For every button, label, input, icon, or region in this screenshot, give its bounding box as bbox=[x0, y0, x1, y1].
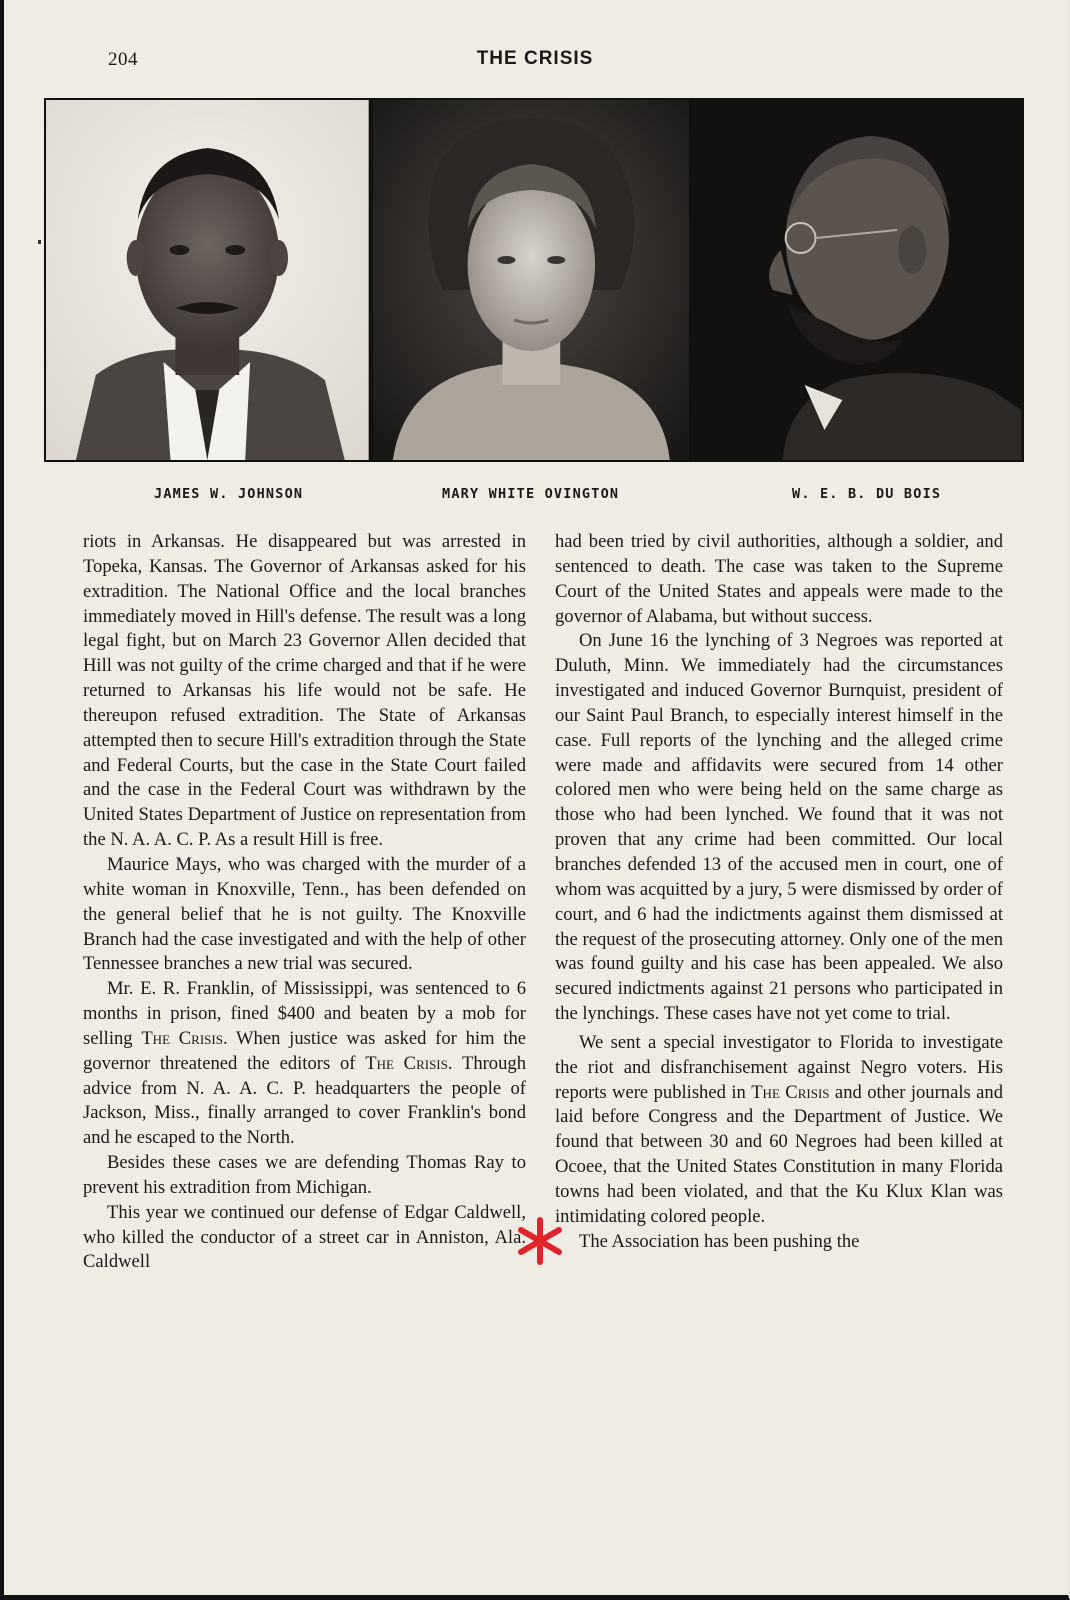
page-number: 204 bbox=[108, 49, 138, 70]
paragraph-caldwell-case: This year we continued our defense of Edgar Caldwell, who killed the conductor of a street car in Anniston, Ala. Caldwell bbox=[83, 1201, 526, 1273]
paragraph-florida-investigation bbox=[555, 1031, 1003, 1230]
caption-du-bois: W. E. B. DU BOIS bbox=[792, 486, 942, 502]
caption-johnson: JAMES W. JOHNSON bbox=[154, 486, 304, 502]
left-column bbox=[83, 530, 526, 1275]
florida-text-b: and other journals and laid before Congress and the Department of Justice. We found that between 30 and 60 Negroes had been killed at Ocoee, that the United States Constitution in many Florida towns had been violated, and that the Ku Klux Klan was intimidating colored people. bbox=[555, 1081, 1003, 1227]
portrait-ovington bbox=[373, 100, 694, 460]
paragraph-ray-case: Besides these cases we are defending Thomas Ray to prevent his extradition from Michigan. bbox=[83, 1152, 526, 1198]
franklin-text-a: Mr. E. R. Franklin, of Mississippi, was sentenced to 6 months in prison, fined $400 and beaten by a mob for selling bbox=[83, 978, 526, 1049]
portrait-du-bois bbox=[693, 100, 1022, 460]
crisis-title-ref: The Crisis bbox=[365, 1052, 448, 1074]
crisis-title-ref: The Crisis bbox=[141, 1027, 223, 1049]
portrait-johnson-image bbox=[46, 100, 369, 460]
paragraph-duluth-lynching: On June 16 the lynching of 3 Negroes was reported at Duluth, Minn. We immediately had the circumstances investigated and induced Governor Burnquist, president of our Saint Paul Branch, to especially interest himself in the case. Full reports of the lynching and the alleged crime were made and affidavits were secured from 14 other colored men who were being held on the same charge as those who had been lynched. We found that it was not proven that any crime had been committed. Our local branches defended 13 of the accused men in court, one of whom was acquitted by a jury, 5 were dismissed by order of court, and 6 had the indictments against them dismissed at the request of the prosecuting attorney. Only one of the men was found guilty and his case has been appealed. We also secured indictments against 21 persons who participated in the lynchings. These cases have not yet come to trial. bbox=[555, 630, 1003, 1025]
paragraph-mays-case: Maurice Mays, who was charged with the murder of a white woman in Knoxville, Tenn., has been defended on the general belief that he is not guilty. The Knoxville Branch had the case investigated and with the help of other Tennessee branches a new trial was secured. bbox=[83, 853, 526, 975]
portrait-johnson bbox=[46, 100, 373, 460]
article-body bbox=[83, 530, 1007, 1530]
right-column bbox=[555, 530, 1003, 1254]
caption-ovington: MARY WHITE OVINGTON bbox=[442, 486, 620, 502]
running-head: THE CRISIS bbox=[476, 48, 594, 69]
red-asterisk-marker-icon[interactable] bbox=[515, 1216, 565, 1266]
franklin-text-c: . Through advice from N. A. A. C. P. headquarters the people of Jackson, Miss., finally arranged to cover Franklin's bond and he escaped to the North. bbox=[83, 1052, 526, 1149]
portrait-strip bbox=[44, 98, 1024, 462]
paragraph-hill-case: riots in Arkansas. He disappeared but was arrested in Topeka, Kansas. The Governor of Arkansas asked for his extradition. The National Office and the local branches immediately moved in Hill's defense. The result was a long legal fight, but on March 23 Governor Allen decided that Hill was not guilty of the crime charged and that if he were returned to Arkansas his life would not be safe. He thereupon refused extradition. The State of Arkansas attempted then to secure Hill's extradition through the State and Federal Courts, but the case in the State Court failed and the case in the Federal Court was withdrawn by the United States Department of Justice on representation from the N. A. A. C. P. As a result Hill is free. bbox=[83, 531, 526, 851]
florida-text-a: We sent a special investigator to Florida to investigate the riot and disfranchisement against Negro voters. His reports were published in bbox=[555, 1031, 1003, 1103]
paragraph-association: The Association has been pushing the bbox=[579, 1230, 860, 1252]
franklin-text-b: . When justice was asked for him the governor threatened the editors of bbox=[83, 1027, 526, 1074]
paragraph-franklin-case bbox=[83, 977, 526, 1151]
print-speck bbox=[38, 240, 41, 244]
portrait-ovington-image bbox=[373, 100, 690, 460]
crisis-title-ref: The Crisis bbox=[751, 1081, 830, 1103]
portrait-du-bois-image bbox=[693, 100, 1022, 460]
paragraph-caldwell-continued: had been tried by civil authorities, although a soldier, and sentenced to death. The case was taken to the Supreme Court of the United States and appeals were made to the governor of Alabama, but without success. bbox=[555, 531, 1003, 627]
